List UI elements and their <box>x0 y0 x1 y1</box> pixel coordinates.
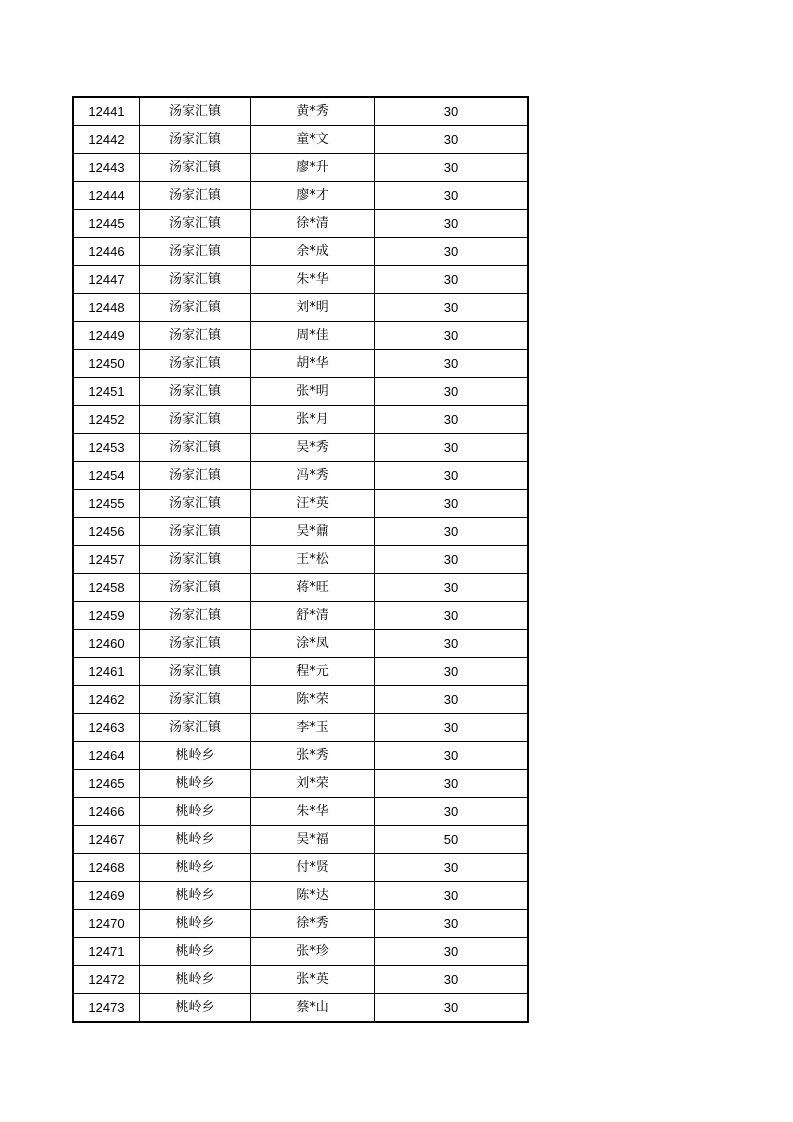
name-cell: 吴*秀 <box>251 434 375 462</box>
id-cell: 12459 <box>73 602 140 630</box>
town-cell: 汤家汇镇 <box>140 602 251 630</box>
amount-cell: 30 <box>375 490 529 518</box>
amount-cell: 30 <box>375 602 529 630</box>
table-row <box>73 602 528 630</box>
table-row <box>73 714 528 742</box>
name-cell: 吴*福 <box>251 826 375 854</box>
amount-cell: 30 <box>375 154 529 182</box>
table-row <box>73 406 528 434</box>
name-cell: 廖*升 <box>251 154 375 182</box>
name-cell: 徐*秀 <box>251 910 375 938</box>
id-cell: 12467 <box>73 826 140 854</box>
amount-cell: 30 <box>375 518 529 546</box>
id-cell: 12449 <box>73 322 140 350</box>
name-cell: 朱*华 <box>251 266 375 294</box>
town-cell: 桃岭乡 <box>140 938 251 966</box>
id-cell: 12442 <box>73 126 140 154</box>
name-cell: 汪*英 <box>251 490 375 518</box>
table-row <box>73 630 528 658</box>
name-cell: 胡*华 <box>251 350 375 378</box>
amount-cell: 30 <box>375 910 529 938</box>
table-row <box>73 518 528 546</box>
table-row <box>73 294 528 322</box>
town-cell: 桃岭乡 <box>140 966 251 994</box>
id-cell: 12460 <box>73 630 140 658</box>
town-cell: 桃岭乡 <box>140 910 251 938</box>
name-cell: 余*成 <box>251 238 375 266</box>
amount-cell: 30 <box>375 994 529 1023</box>
name-cell: 张*月 <box>251 406 375 434</box>
table-row <box>73 574 528 602</box>
table-row <box>73 882 528 910</box>
id-cell: 12462 <box>73 686 140 714</box>
amount-cell: 30 <box>375 854 529 882</box>
name-cell: 蔡*山 <box>251 994 375 1023</box>
table-row <box>73 97 528 126</box>
amount-cell: 30 <box>375 378 529 406</box>
town-cell: 桃岭乡 <box>140 742 251 770</box>
name-cell: 蒋*旺 <box>251 574 375 602</box>
id-cell: 12466 <box>73 798 140 826</box>
table-row <box>73 126 528 154</box>
name-cell: 涂*凤 <box>251 630 375 658</box>
town-cell: 汤家汇镇 <box>140 462 251 490</box>
id-cell: 12461 <box>73 658 140 686</box>
id-cell: 12443 <box>73 154 140 182</box>
id-cell: 12458 <box>73 574 140 602</box>
table-row <box>73 938 528 966</box>
name-cell: 黄*秀 <box>251 97 375 126</box>
town-cell: 桃岭乡 <box>140 798 251 826</box>
town-cell: 汤家汇镇 <box>140 350 251 378</box>
amount-cell: 30 <box>375 238 529 266</box>
amount-cell: 30 <box>375 686 529 714</box>
table-row <box>73 798 528 826</box>
name-cell: 陈*达 <box>251 882 375 910</box>
amount-cell: 30 <box>375 938 529 966</box>
data-table <box>72 96 529 1023</box>
id-cell: 12470 <box>73 910 140 938</box>
amount-cell: 30 <box>375 658 529 686</box>
table-row <box>73 742 528 770</box>
id-cell: 12472 <box>73 966 140 994</box>
id-cell: 12453 <box>73 434 140 462</box>
amount-cell: 30 <box>375 350 529 378</box>
table-body <box>73 97 528 1022</box>
town-cell: 汤家汇镇 <box>140 294 251 322</box>
name-cell: 冯*秀 <box>251 462 375 490</box>
name-cell: 刘*明 <box>251 294 375 322</box>
name-cell: 张*英 <box>251 966 375 994</box>
town-cell: 桃岭乡 <box>140 882 251 910</box>
id-cell: 12471 <box>73 938 140 966</box>
amount-cell: 30 <box>375 462 529 490</box>
amount-cell: 30 <box>375 574 529 602</box>
amount-cell: 30 <box>375 714 529 742</box>
table-row <box>73 546 528 574</box>
town-cell: 汤家汇镇 <box>140 714 251 742</box>
name-cell: 程*元 <box>251 658 375 686</box>
name-cell: 张*珍 <box>251 938 375 966</box>
town-cell: 汤家汇镇 <box>140 378 251 406</box>
town-cell: 汤家汇镇 <box>140 546 251 574</box>
town-cell: 汤家汇镇 <box>140 406 251 434</box>
table-row <box>73 210 528 238</box>
name-cell: 刘*荣 <box>251 770 375 798</box>
town-cell: 汤家汇镇 <box>140 686 251 714</box>
name-cell: 周*佳 <box>251 322 375 350</box>
town-cell: 汤家汇镇 <box>140 574 251 602</box>
id-cell: 12445 <box>73 210 140 238</box>
id-cell: 12463 <box>73 714 140 742</box>
id-cell: 12451 <box>73 378 140 406</box>
town-cell: 汤家汇镇 <box>140 97 251 126</box>
amount-cell: 30 <box>375 294 529 322</box>
town-cell: 汤家汇镇 <box>140 182 251 210</box>
table-row <box>73 350 528 378</box>
table-row <box>73 770 528 798</box>
table-row <box>73 434 528 462</box>
amount-cell: 50 <box>375 826 529 854</box>
amount-cell: 30 <box>375 742 529 770</box>
amount-cell: 30 <box>375 882 529 910</box>
name-cell: 陈*荣 <box>251 686 375 714</box>
name-cell: 朱*华 <box>251 798 375 826</box>
table-row <box>73 826 528 854</box>
town-cell: 汤家汇镇 <box>140 210 251 238</box>
amount-cell: 30 <box>375 546 529 574</box>
amount-cell: 30 <box>375 630 529 658</box>
id-cell: 12457 <box>73 546 140 574</box>
town-cell: 汤家汇镇 <box>140 518 251 546</box>
table-row <box>73 966 528 994</box>
town-cell: 汤家汇镇 <box>140 322 251 350</box>
town-cell: 桃岭乡 <box>140 770 251 798</box>
table-row <box>73 322 528 350</box>
amount-cell: 30 <box>375 266 529 294</box>
name-cell: 付*贤 <box>251 854 375 882</box>
town-cell: 汤家汇镇 <box>140 434 251 462</box>
table-row <box>73 238 528 266</box>
town-cell: 汤家汇镇 <box>140 630 251 658</box>
name-cell: 张*秀 <box>251 742 375 770</box>
id-cell: 12448 <box>73 294 140 322</box>
town-cell: 汤家汇镇 <box>140 658 251 686</box>
amount-cell: 30 <box>375 966 529 994</box>
town-cell: 汤家汇镇 <box>140 126 251 154</box>
amount-cell: 30 <box>375 97 529 126</box>
name-cell: 舒*清 <box>251 602 375 630</box>
amount-cell: 30 <box>375 126 529 154</box>
table-row <box>73 854 528 882</box>
amount-cell: 30 <box>375 406 529 434</box>
id-cell: 12456 <box>73 518 140 546</box>
name-cell: 张*明 <box>251 378 375 406</box>
table-row <box>73 182 528 210</box>
town-cell: 汤家汇镇 <box>140 238 251 266</box>
id-cell: 12464 <box>73 742 140 770</box>
id-cell: 12468 <box>73 854 140 882</box>
town-cell: 汤家汇镇 <box>140 266 251 294</box>
id-cell: 12473 <box>73 994 140 1023</box>
table-row <box>73 686 528 714</box>
table-row <box>73 154 528 182</box>
amount-cell: 30 <box>375 434 529 462</box>
id-cell: 12447 <box>73 266 140 294</box>
town-cell: 桃岭乡 <box>140 826 251 854</box>
name-cell: 童*文 <box>251 126 375 154</box>
table-row <box>73 462 528 490</box>
name-cell: 廖*才 <box>251 182 375 210</box>
amount-cell: 30 <box>375 210 529 238</box>
name-cell: 李*玉 <box>251 714 375 742</box>
town-cell: 汤家汇镇 <box>140 490 251 518</box>
amount-cell: 30 <box>375 182 529 210</box>
id-cell: 12454 <box>73 462 140 490</box>
amount-cell: 30 <box>375 322 529 350</box>
town-cell: 汤家汇镇 <box>140 154 251 182</box>
amount-cell: 30 <box>375 798 529 826</box>
table-row <box>73 378 528 406</box>
id-cell: 12446 <box>73 238 140 266</box>
id-cell: 12444 <box>73 182 140 210</box>
name-cell: 徐*清 <box>251 210 375 238</box>
id-cell: 12469 <box>73 882 140 910</box>
id-cell: 12452 <box>73 406 140 434</box>
amount-cell: 30 <box>375 770 529 798</box>
name-cell: 王*松 <box>251 546 375 574</box>
table-row <box>73 658 528 686</box>
table-row <box>73 910 528 938</box>
id-cell: 12441 <box>73 97 140 126</box>
table-row <box>73 266 528 294</box>
table-row <box>73 994 528 1023</box>
id-cell: 12455 <box>73 490 140 518</box>
town-cell: 桃岭乡 <box>140 854 251 882</box>
id-cell: 12465 <box>73 770 140 798</box>
town-cell: 桃岭乡 <box>140 994 251 1023</box>
name-cell: 吴*鼐 <box>251 518 375 546</box>
table-row <box>73 490 528 518</box>
id-cell: 12450 <box>73 350 140 378</box>
